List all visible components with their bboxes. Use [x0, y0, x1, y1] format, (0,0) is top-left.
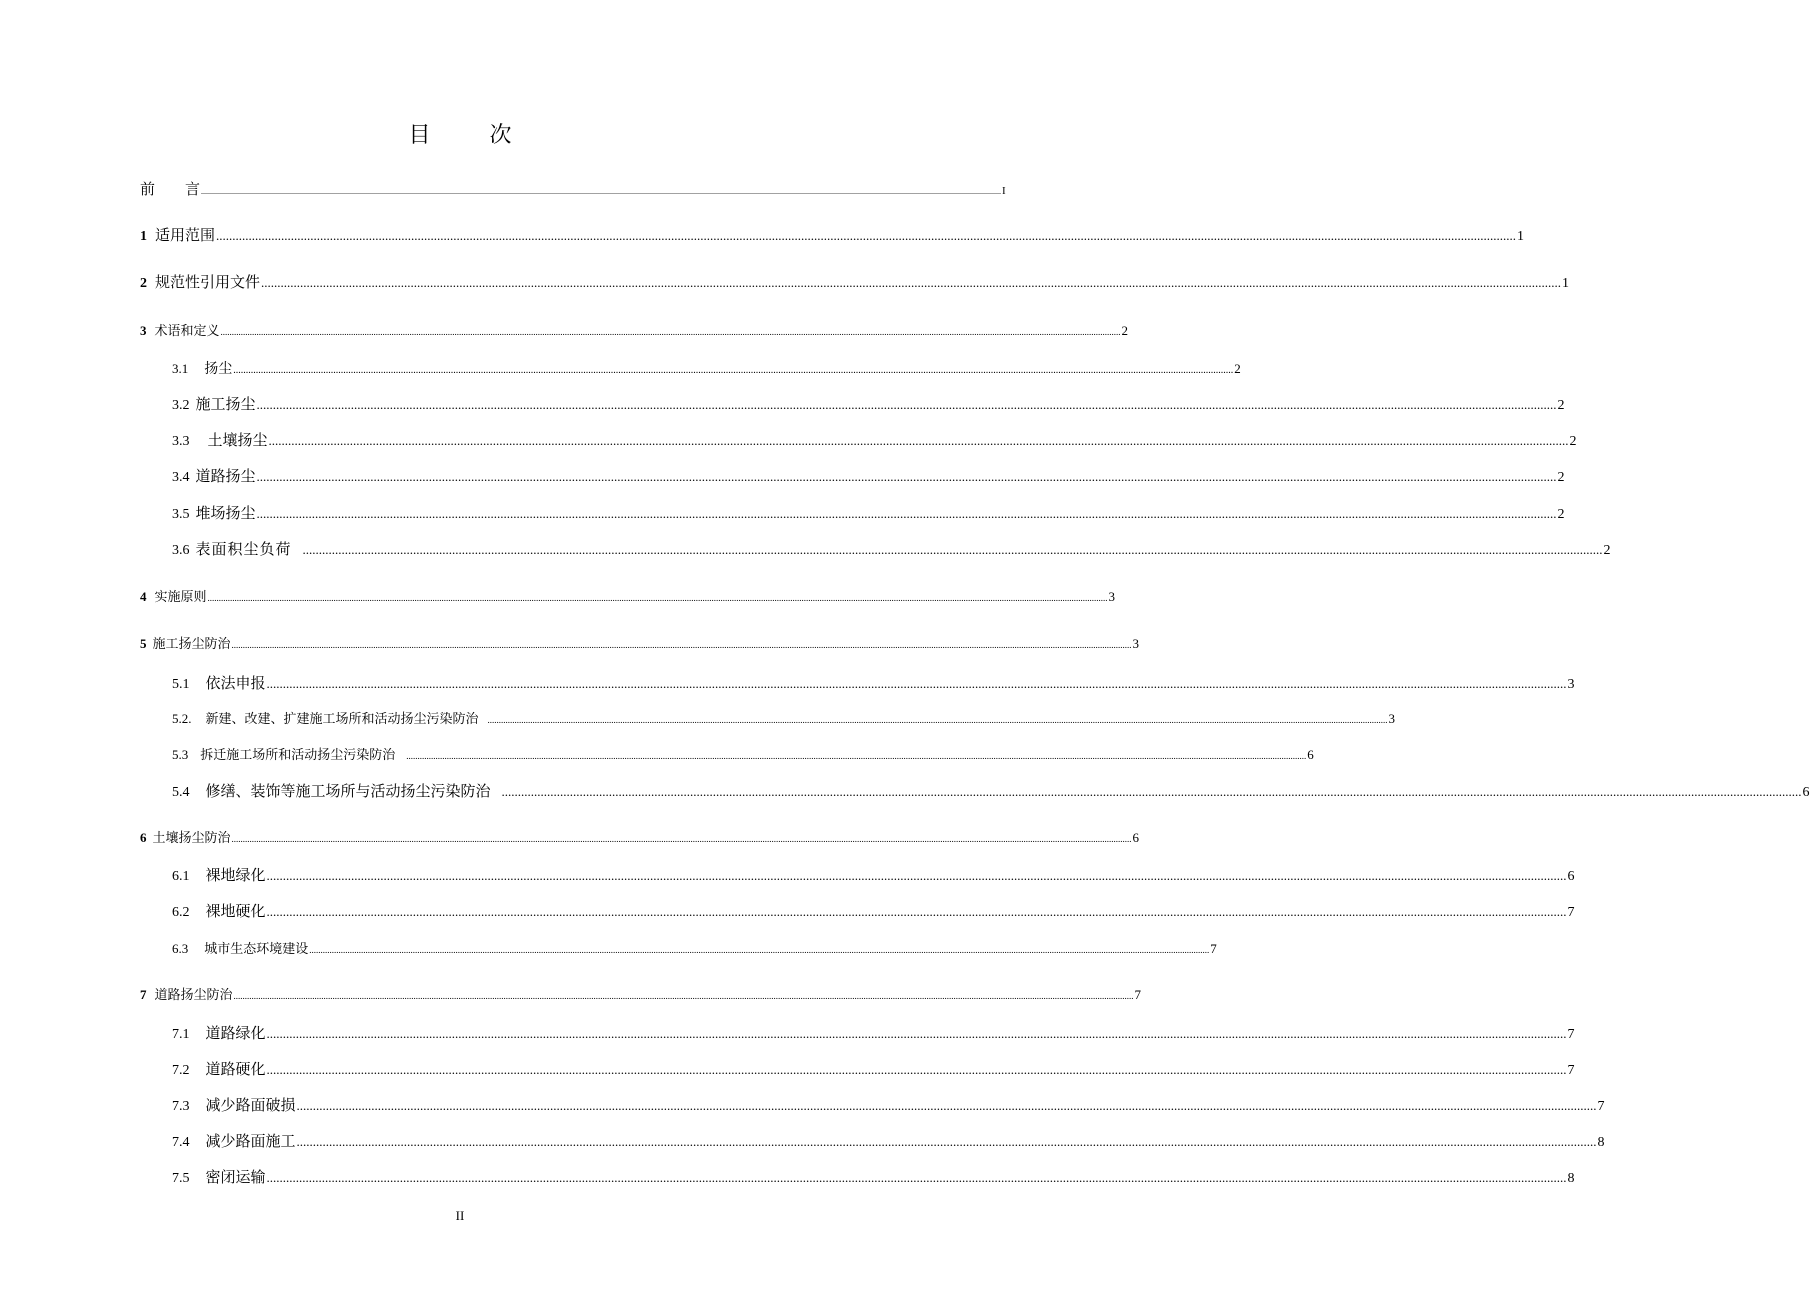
- toc-entry-subsection[interactable]: [172, 1132, 1605, 1150]
- toc-entry-subsection[interactable]: [172, 782, 1810, 800]
- toc-entry-section[interactable]: [140, 636, 1140, 652]
- toc-entry-number: 3.1: [172, 361, 189, 376]
- toc-entry-page: 6: [1132, 830, 1140, 845]
- toc-entry-subsection[interactable]: [172, 1060, 1575, 1078]
- toc-entry-page: 3: [1108, 589, 1116, 604]
- toc-entry-text: 堆场扬尘: [195, 504, 256, 522]
- toc-entry-page: 7: [1567, 1027, 1575, 1042]
- toc-entry-subsection[interactable]: [172, 361, 1241, 377]
- toc-entry-page: 6: [1802, 785, 1810, 800]
- toc-leader-dots: ................................................................................................................................................................................................................................................................................................................................................................................................................: [256, 506, 1557, 521]
- toc-entry-number: 6.2: [172, 905, 190, 920]
- toc-entry-number: 3.4: [172, 470, 190, 485]
- toc-entry-subsection[interactable]: [172, 1096, 1605, 1114]
- toc-entry-section[interactable]: [140, 589, 1116, 605]
- toc-entry-page: 6: [1567, 869, 1575, 884]
- toc-entry-section[interactable]: [140, 226, 1525, 244]
- toc-entry-page: I: [1002, 185, 1006, 197]
- toc-leader-dots: ................................................................................................................................................................................................................................................................................................................................................................................................................: [266, 904, 1567, 919]
- toc-leader-dots: ................................................................................................................................................................................................................................................................................................................................................................................................................: [207, 593, 1108, 603]
- toc-entry-number: 7.1: [172, 1027, 190, 1042]
- toc-entry-text: 道路扬尘防治: [154, 988, 233, 1003]
- toc-title: 目 次: [408, 123, 538, 148]
- toc-entry-text: 道路硬化: [205, 1060, 266, 1078]
- toc-leader-dots: ................................................................................................................................................................................................................................................................................................................................................................................................................: [487, 715, 1388, 725]
- toc-entry-number: 5.2.: [172, 711, 192, 726]
- toc-entry-section[interactable]: [140, 830, 1140, 846]
- toc-entry-page: 7: [1210, 941, 1217, 956]
- toc-entry-number: 6.3: [172, 941, 189, 956]
- toc-entry-number: 5.3: [172, 747, 189, 762]
- toc-leader-dots: ................................................................................................................................................................................................................................................................................................................................................................................................................: [266, 1170, 1567, 1185]
- toc-entry-subsection[interactable]: [172, 747, 1314, 763]
- toc-leader-dots: ................................................................................................................................................................................................................................................................................................................................................................................................................: [296, 1098, 1597, 1113]
- toc-entry-number: 3.5: [172, 507, 190, 522]
- toc-leader-dots: ................................................................................................................................................................................................................................................................................................................................................................................................................: [296, 1134, 1597, 1149]
- toc-entry-subsection[interactable]: [172, 467, 1565, 485]
- toc-entry-page: 2: [1121, 323, 1129, 338]
- toc-entry-text: 城市生态环境建设: [204, 942, 309, 957]
- toc-entry-subsection[interactable]: [172, 674, 1575, 692]
- toc-entry-text: 施工扬尘: [195, 395, 256, 413]
- toc-entry-number: 5.4: [172, 785, 190, 800]
- toc-leader-dots: ................................................................................................................................................................................................................................................................................................................................................................................................................: [233, 991, 1134, 1001]
- toc-leader-dots: ................................................................................................................................................................................................................................................................................................................................................................................................................: [268, 433, 1569, 448]
- toc-entry-text: 规范性引用文件: [155, 273, 261, 291]
- toc-entry-text: 裸地硬化: [205, 902, 266, 920]
- toc-leader-dots: ................................................................................................................................................................................................................................................................................................................................................................................................................: [309, 945, 1210, 955]
- toc-entry-number: 6.1: [172, 869, 190, 884]
- toc-leader-dots: ................................................................................................................................................................................................................................................................................................................................................................................................................: [266, 868, 1567, 883]
- toc-entry-page: 1: [1562, 276, 1570, 291]
- toc-leader-dots: ................................................................................................................................................................................................................................................................................................................................................................................................................: [266, 1062, 1567, 1077]
- toc-entry-page: 3: [1567, 677, 1575, 692]
- toc-leader-dots: ................................................................................................................................................................................................................................................................................................................................................................................................................: [201, 187, 1002, 196]
- toc-entry-subsection[interactable]: [172, 941, 1217, 957]
- toc-entry-subsection[interactable]: [172, 1024, 1575, 1042]
- toc-entry-subsection[interactable]: [172, 540, 1611, 558]
- toc-entry-number: 3.3: [172, 434, 190, 449]
- toc-entry-page: 3: [1388, 711, 1396, 726]
- toc-entry-number: 5: [140, 636, 147, 651]
- toc-entry-number: 5.1: [172, 677, 190, 692]
- toc-leader-dots: ................................................................................................................................................................................................................................................................................................................................................................................................................: [256, 397, 1557, 412]
- toc-entry-text: 前 言: [140, 180, 201, 198]
- toc-entry-text: 密闭运输: [205, 1168, 266, 1186]
- toc-entry-number: 7.2: [172, 1063, 190, 1078]
- toc-entry-number: 7.5: [172, 1171, 190, 1186]
- toc-entry-number: 1: [140, 229, 147, 244]
- toc-entry-preface[interactable]: [140, 180, 1006, 198]
- toc-entry-subsection[interactable]: [172, 1168, 1575, 1186]
- toc-leader-dots: ................................................................................................................................................................................................................................................................................................................................................................................................................: [256, 469, 1557, 484]
- toc-leader-dots: ................................................................................................................................................................................................................................................................................................................................................................................................................: [261, 275, 1562, 290]
- toc-entry-page: 7: [1597, 1099, 1605, 1114]
- toc-entry-text: 修缮、装饰等施工场所与活动扬尘污染防治: [205, 782, 491, 800]
- toc-leader-dots: ................................................................................................................................................................................................................................................................................................................................................................................................................: [266, 1026, 1567, 1041]
- toc-leader-dots: ................................................................................................................................................................................................................................................................................................................................................................................................................: [406, 751, 1307, 761]
- toc-entry-text: 实施原则: [154, 590, 207, 605]
- toc-entry-text: 道路扬尘: [195, 467, 256, 485]
- toc-entry-page: 7: [1567, 1063, 1575, 1078]
- toc-entry-text: 减少路面施工: [205, 1132, 296, 1150]
- toc-entry-text: 适用范围: [155, 226, 216, 244]
- toc-entry-page: 7: [1567, 905, 1575, 920]
- toc-entry-section[interactable]: [140, 323, 1129, 339]
- toc-entry-page: 1: [1517, 229, 1525, 244]
- toc-entry-text: 裸地绿化: [205, 866, 266, 884]
- toc-entry-number: 7.3: [172, 1099, 190, 1114]
- toc-entry-number: 6: [140, 830, 147, 845]
- toc-entry-page: 3: [1132, 636, 1140, 651]
- toc-entry-page: 2: [1569, 434, 1577, 449]
- toc-entry-text: 土壤扬尘: [207, 431, 268, 449]
- toc-entry-text: 表面积尘负荷: [195, 540, 292, 558]
- toc-leader-dots: ................................................................................................................................................................................................................................................................................................................................................................................................................: [220, 327, 1121, 337]
- toc-entry-page: 6: [1307, 747, 1314, 762]
- toc-leader-dots: ................................................................................................................................................................................................................................................................................................................................................................................................................: [216, 228, 1517, 243]
- toc-leader-dots: ................................................................................................................................................................................................................................................................................................................................................................................................................: [231, 640, 1132, 650]
- toc-entry-subsection[interactable]: [172, 395, 1565, 413]
- toc-leader-dots: ................................................................................................................................................................................................................................................................................................................................................................................................................: [266, 676, 1567, 691]
- page-number: II: [455, 1208, 465, 1223]
- toc-entry-page: 2: [1557, 398, 1565, 413]
- toc-entry-subsection[interactable]: [172, 902, 1575, 920]
- toc-entry-text: 依法申报: [205, 674, 266, 692]
- toc-entry-page: 2: [1234, 361, 1241, 376]
- toc-entry-subsection[interactable]: [172, 711, 1396, 727]
- toc-entry-text: 扬尘: [204, 361, 233, 377]
- toc-entry-page: 8: [1567, 1171, 1575, 1186]
- toc-entry-number: 7.4: [172, 1135, 190, 1150]
- toc-entry-text: 土壤扬尘防治: [152, 831, 231, 846]
- toc-entry-subsection[interactable]: [172, 431, 1577, 449]
- toc-entry-section[interactable]: [140, 987, 1142, 1003]
- toc-leader-dots: ................................................................................................................................................................................................................................................................................................................................................................................................................: [233, 365, 1234, 376]
- toc-leader-dots: ................................................................................................................................................................................................................................................................................................................................................................................................................: [231, 834, 1132, 844]
- toc-entry-number: 3.6: [172, 543, 190, 558]
- toc-entry-page: 2: [1603, 543, 1611, 558]
- toc-entry-text: 施工扬尘防治: [152, 637, 231, 652]
- toc-entry-page: 7: [1134, 987, 1142, 1002]
- toc-leader-dots: ................................................................................................................................................................................................................................................................................................................................................................................................................: [501, 784, 1802, 799]
- toc-entry-number: 7: [140, 987, 147, 1002]
- toc-entry-text: 减少路面破损: [205, 1096, 296, 1114]
- toc-entry-section[interactable]: [140, 273, 1570, 291]
- toc-entry-text: 新建、改建、扩建施工场所和活动扬尘污染防治: [205, 712, 479, 727]
- toc-leader-dots: ................................................................................................................................................................................................................................................................................................................................................................................................................: [302, 542, 1603, 557]
- toc-entry-page: 8: [1597, 1135, 1605, 1150]
- toc-entry-number: 2: [140, 276, 147, 291]
- toc-entry-text: 拆迁施工场所和活动扬尘污染防治: [200, 748, 396, 763]
- toc-entry-text: 道路绿化: [205, 1024, 266, 1042]
- toc-entry-text: 术语和定义: [154, 324, 220, 339]
- toc-entry-number: 3.2: [172, 398, 190, 413]
- toc-entry-subsection[interactable]: [172, 504, 1565, 522]
- toc-entry-page: 2: [1557, 507, 1565, 522]
- toc-entry-number: 3: [140, 323, 147, 338]
- toc-entry-subsection[interactable]: [172, 866, 1575, 884]
- toc-entry-page: 2: [1557, 470, 1565, 485]
- toc-entry-number: 4: [140, 589, 147, 604]
